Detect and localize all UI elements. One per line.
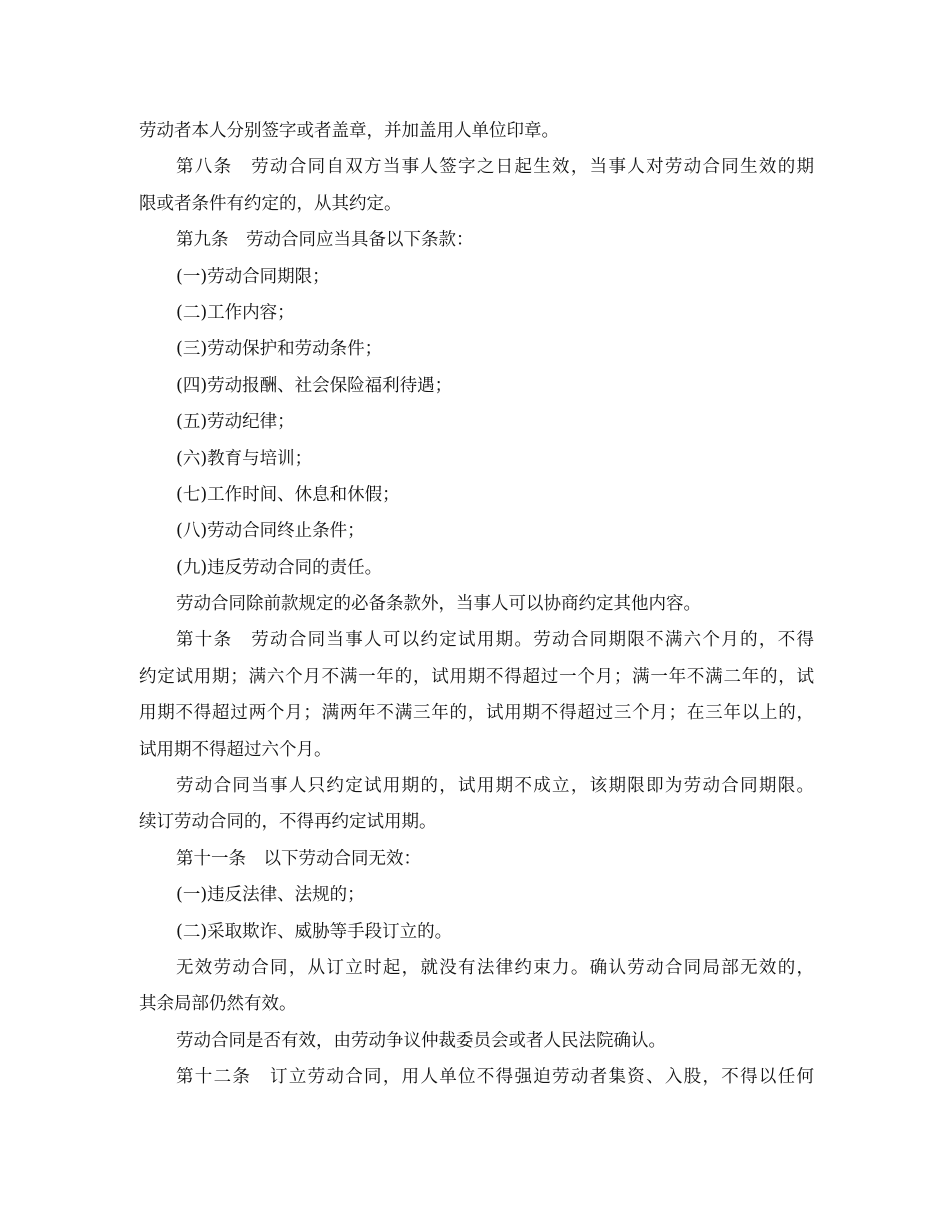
list-item: (四)劳动报酬、社会保险福利待遇； (176, 375, 453, 396)
list-item: (二)采取欺诈、威胁等手段订立的。 (176, 921, 453, 942)
text-line: 限或者条件有约定的，从其约定。 (139, 193, 402, 214)
list-item: (九)违反劳动合同的责任。 (176, 557, 383, 578)
list-item: (二)工作内容； (176, 302, 295, 323)
list-item: (七)工作时间、休息和休假； (176, 484, 400, 505)
document-body (139, 113, 814, 1096)
text-line: 约定试用期；满六个月不满一年的，试用期不得超过一个月；满一年不满二年的，试 (139, 666, 814, 687)
article-10-heading: 第十条 劳动合同当事人可以约定试用期。劳动合同期限不满六个月的，不得 (176, 630, 814, 651)
paragraph: 劳动合同是否有效，由劳动争议仲裁委员会或者人民法院确认。 (176, 1030, 666, 1051)
list-item: (一)违反法律、法规的； (176, 885, 365, 906)
article-11-heading: 第十一条 以下劳动合同无效： (176, 848, 421, 869)
list-item: (八)劳动合同终止条件； (176, 521, 365, 542)
list-item: (三)劳动保护和劳动条件； (176, 339, 383, 360)
list-item: (六)教育与培训； (176, 448, 313, 469)
article-12-heading: 第十二条 订立劳动合同，用人单位不得强迫劳动者集资、入股，不得以任何 (176, 1067, 814, 1088)
list-item: (一)劳动合同期限； (176, 266, 330, 287)
text-line: 续订劳动合同的，不得再约定试用期。 (139, 812, 437, 833)
article-9-heading: 第九条 劳动合同应当具备以下条款： (176, 230, 474, 251)
paragraph: 无效劳动合同，从订立时起，就没有法律约束力。确认劳动合同局部无效的， (176, 957, 814, 978)
text-line: 其余局部仍然有效。 (139, 994, 297, 1015)
paragraph: 劳动合同当事人只约定试用期的，试用期不成立，该期限即为劳动合同期限。 (176, 776, 814, 797)
text-line: 试用期不得超过六个月。 (139, 739, 332, 760)
paragraph: 劳动合同除前款规定的必备条款外，当事人可以协商约定其他内容。 (176, 594, 701, 615)
list-item: (五)劳动纪律； (176, 412, 295, 433)
text-line: 劳动者本人分别签字或者盖章，并加盖用人单位印章。 (139, 121, 559, 141)
text-line: 用期不得超过两个月；满两年不满三年的，试用期不得超过三个月；在三年以上的， (139, 703, 814, 724)
article-8-heading: 第八条 劳动合同自双方当事人签字之日起生效，当事人对劳动合同生效的期 (176, 157, 814, 178)
